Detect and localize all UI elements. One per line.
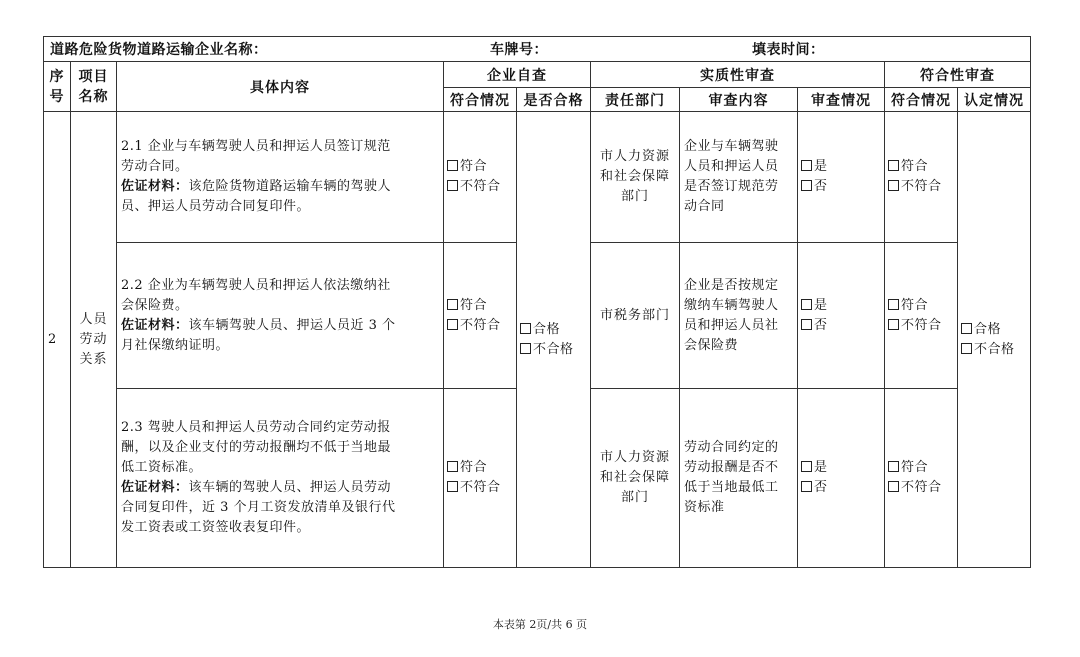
dept-line: 和社会保障 bbox=[599, 169, 670, 184]
checkbox-option[interactable] bbox=[888, 316, 957, 336]
option-label: 不合格 bbox=[533, 341, 574, 357]
checkbox-option[interactable] bbox=[961, 320, 1030, 340]
checkbox-option[interactable] bbox=[801, 157, 884, 177]
checkbox-icon[interactable] bbox=[520, 343, 531, 354]
checkbox-option[interactable] bbox=[801, 296, 884, 316]
review-line: 企业与车辆驾驶 bbox=[684, 139, 779, 154]
content-line: 酬，以及企业支付的劳动报酬均不低于当地最 bbox=[121, 440, 392, 455]
comp-confirm-header: 认定情况 bbox=[958, 88, 1031, 112]
evidence-label: 佐证材料： bbox=[121, 480, 189, 495]
checkbox-option[interactable] bbox=[520, 340, 590, 360]
evidence-text: 该车辆的驾驶人员、押运人员劳动 bbox=[188, 480, 392, 495]
evidence-label: 佐证材料： bbox=[121, 317, 189, 333]
checkbox-icon[interactable] bbox=[801, 481, 812, 492]
option-label: 不符合 bbox=[460, 317, 501, 333]
self-status-options bbox=[444, 389, 517, 568]
self-check-header: 企业自查 bbox=[444, 62, 591, 88]
seq-header-line: 号 bbox=[49, 88, 65, 105]
self-status-header: 符合情况 bbox=[444, 88, 517, 112]
category-cell bbox=[71, 112, 117, 568]
form-header-row bbox=[44, 37, 1031, 62]
form-header-cell bbox=[44, 37, 1031, 62]
checkbox-icon[interactable] bbox=[447, 180, 458, 191]
review-line: 会保险费 bbox=[684, 337, 739, 353]
checkbox-option[interactable] bbox=[447, 177, 516, 197]
checkbox-option[interactable] bbox=[447, 316, 516, 336]
dept-line: 部门 bbox=[620, 189, 649, 204]
review-line: 人员和押运人员 bbox=[684, 159, 779, 174]
content-cell bbox=[117, 389, 444, 568]
inspection-form-table bbox=[43, 36, 1031, 568]
checkbox-icon[interactable] bbox=[801, 180, 812, 191]
option-label: 合格 bbox=[533, 321, 561, 337]
dept-line: 市人力资源 bbox=[599, 149, 670, 164]
option-label: 符合 bbox=[460, 297, 488, 313]
comp-status-options bbox=[885, 243, 958, 389]
checkbox-option[interactable] bbox=[447, 478, 516, 498]
option-label: 符合 bbox=[901, 297, 929, 313]
content-line: 劳动合同。 bbox=[121, 159, 189, 174]
review-line: 员和押运人员社 bbox=[684, 317, 779, 333]
checkbox-option[interactable] bbox=[961, 340, 1030, 360]
option-label: 符合 bbox=[460, 159, 488, 174]
self-status-options bbox=[444, 243, 517, 389]
review-status-options bbox=[798, 243, 885, 389]
content-line: 低工资标准。 bbox=[121, 460, 203, 475]
content-cell bbox=[117, 243, 444, 389]
dept-line: 市人力资源 bbox=[599, 450, 670, 465]
review-line: 资标准 bbox=[684, 500, 725, 515]
checkbox-icon[interactable] bbox=[801, 160, 812, 171]
checkbox-option[interactable] bbox=[801, 177, 884, 197]
review-status-options bbox=[798, 389, 885, 568]
checkbox-option[interactable] bbox=[888, 458, 957, 478]
option-label: 符合 bbox=[460, 460, 488, 475]
dept-line: 和社会保障 bbox=[599, 470, 670, 485]
seq-header-line: 序 bbox=[49, 68, 65, 85]
review-line: 是否签订规范劳 bbox=[684, 179, 779, 194]
review-line: 劳动报酬是否不 bbox=[684, 460, 779, 475]
review-line: 低于当地最低工 bbox=[684, 480, 779, 495]
dept-cell bbox=[591, 112, 680, 243]
review-status-header: 审查情况 bbox=[798, 88, 885, 112]
checkbox-option[interactable] bbox=[801, 478, 884, 498]
review-line: 劳动合同约定的 bbox=[684, 440, 779, 455]
checkbox-option[interactable] bbox=[447, 296, 516, 316]
content-line: 2.3 驾驶人员和押运人员劳动合同约定劳动报 bbox=[121, 420, 391, 435]
self-pass-options bbox=[517, 112, 591, 568]
comp-status-options bbox=[885, 389, 958, 568]
evidence-text: 员、押运人员劳动合同复印件。 bbox=[121, 199, 311, 214]
evidence-text: 该危险货物道路运输车辆的驾驶人 bbox=[188, 179, 392, 194]
option-label: 是 bbox=[814, 159, 828, 174]
checkbox-icon[interactable] bbox=[801, 461, 812, 472]
category-line: 人员 bbox=[79, 311, 108, 327]
content-line: 会保险费。 bbox=[121, 297, 189, 313]
checkbox-icon[interactable] bbox=[447, 481, 458, 492]
seq-header bbox=[44, 62, 71, 112]
option-label: 不符合 bbox=[460, 179, 501, 194]
evidence-line bbox=[121, 177, 439, 197]
group-number: 2 bbox=[44, 112, 71, 568]
category-line: 关系 bbox=[79, 351, 108, 367]
self-pass-header: 是否合格 bbox=[517, 88, 591, 112]
review-content-cell bbox=[680, 112, 798, 243]
option-label: 符合 bbox=[901, 460, 929, 475]
review-line: 缴纳车辆驾驶人 bbox=[684, 297, 779, 313]
fill-date-label: 填表时间： bbox=[752, 42, 825, 58]
checkbox-option[interactable] bbox=[888, 478, 957, 498]
option-label: 是 bbox=[814, 297, 828, 313]
column-header-row-1 bbox=[44, 62, 1031, 88]
option-label: 是 bbox=[814, 460, 828, 475]
page-footer: 本表第 2页/共 6 页 bbox=[492, 618, 588, 631]
evidence-line bbox=[121, 316, 439, 336]
option-label: 否 bbox=[814, 480, 828, 495]
review-content-header: 审查内容 bbox=[680, 88, 798, 112]
option-label: 符合 bbox=[901, 159, 929, 174]
checkbox-icon[interactable] bbox=[888, 299, 899, 310]
review-line: 动合同 bbox=[684, 199, 725, 214]
checkbox-option[interactable] bbox=[888, 296, 957, 316]
review-content-cell bbox=[680, 389, 798, 568]
checkbox-option[interactable] bbox=[888, 177, 957, 197]
review-line: 企业是否按规定 bbox=[684, 277, 779, 293]
option-label: 不符合 bbox=[901, 480, 942, 495]
comp-status-header: 符合情况 bbox=[885, 88, 958, 112]
compliance-review-header: 符合性审查 bbox=[885, 62, 1031, 88]
option-label: 不符合 bbox=[901, 317, 942, 333]
checkbox-icon[interactable] bbox=[520, 323, 531, 334]
table-row bbox=[44, 112, 1031, 243]
review-status-options bbox=[798, 112, 885, 243]
evidence-label: 佐证材料： bbox=[121, 179, 189, 194]
checkbox-icon[interactable] bbox=[961, 343, 972, 354]
checkbox-icon[interactable] bbox=[888, 481, 899, 492]
checkbox-icon[interactable] bbox=[447, 461, 458, 472]
dept-line: 部门 bbox=[620, 490, 649, 505]
dept-header: 责任部门 bbox=[591, 88, 680, 112]
checkbox-icon[interactable] bbox=[447, 319, 458, 330]
self-status-options bbox=[444, 112, 517, 243]
option-label: 不合格 bbox=[974, 341, 1015, 357]
evidence-line bbox=[121, 478, 439, 498]
checkbox-icon[interactable] bbox=[888, 319, 899, 330]
item-header-line: 名称 bbox=[78, 88, 109, 105]
dept-line: 市税务部门 bbox=[599, 307, 670, 323]
dept-cell bbox=[591, 389, 680, 568]
option-label: 否 bbox=[814, 317, 828, 333]
company-name-label: 道路危险货物道路运输企业名称： bbox=[50, 42, 268, 58]
checkbox-icon[interactable] bbox=[888, 461, 899, 472]
option-label: 不符合 bbox=[460, 480, 501, 495]
checkbox-icon[interactable] bbox=[447, 299, 458, 310]
content-cell bbox=[117, 112, 444, 243]
checkbox-option[interactable] bbox=[801, 458, 884, 478]
review-content-cell bbox=[680, 243, 798, 389]
evidence-text: 合同复印件，近 3 个月工资发放清单及银行代 bbox=[121, 500, 396, 515]
category-line: 劳动 bbox=[79, 331, 108, 347]
content-line: 2.1 企业与车辆驾驶人员和押运人员签订规范 bbox=[121, 139, 391, 154]
checkbox-option[interactable] bbox=[447, 458, 516, 478]
content-line: 2.2 企业为车辆驾驶人员和押运人依法缴纳社 bbox=[121, 277, 391, 293]
checkbox-option[interactable] bbox=[447, 157, 516, 177]
comp-confirm-options bbox=[958, 112, 1031, 568]
checkbox-icon[interactable] bbox=[801, 299, 812, 310]
evidence-text: 该车辆驾驶人员、押运人员近 3 个 bbox=[188, 317, 396, 333]
option-label: 不符合 bbox=[901, 179, 942, 194]
checkbox-icon[interactable] bbox=[447, 160, 458, 171]
comp-status-options bbox=[885, 112, 958, 243]
checkbox-icon[interactable] bbox=[961, 323, 972, 334]
checkbox-option[interactable] bbox=[801, 316, 884, 336]
option-label: 否 bbox=[814, 179, 828, 194]
option-label: 合格 bbox=[974, 321, 1002, 337]
item-name-header bbox=[71, 62, 117, 112]
item-header-line: 项目 bbox=[78, 68, 109, 85]
checkbox-option[interactable] bbox=[888, 157, 957, 177]
substantive-review-header: 实质性审查 bbox=[591, 62, 885, 88]
evidence-text: 月社保缴纳证明。 bbox=[121, 337, 230, 353]
checkbox-icon[interactable] bbox=[888, 160, 899, 171]
checkbox-icon[interactable] bbox=[888, 180, 899, 191]
content-header: 具体内容 bbox=[117, 62, 444, 112]
checkbox-icon[interactable] bbox=[801, 319, 812, 330]
plate-number-label: 车牌号： bbox=[490, 42, 548, 58]
evidence-text: 发工资表或工资签收表复印件。 bbox=[121, 520, 311, 535]
checkbox-option[interactable] bbox=[520, 320, 590, 340]
dept-cell bbox=[591, 243, 680, 389]
